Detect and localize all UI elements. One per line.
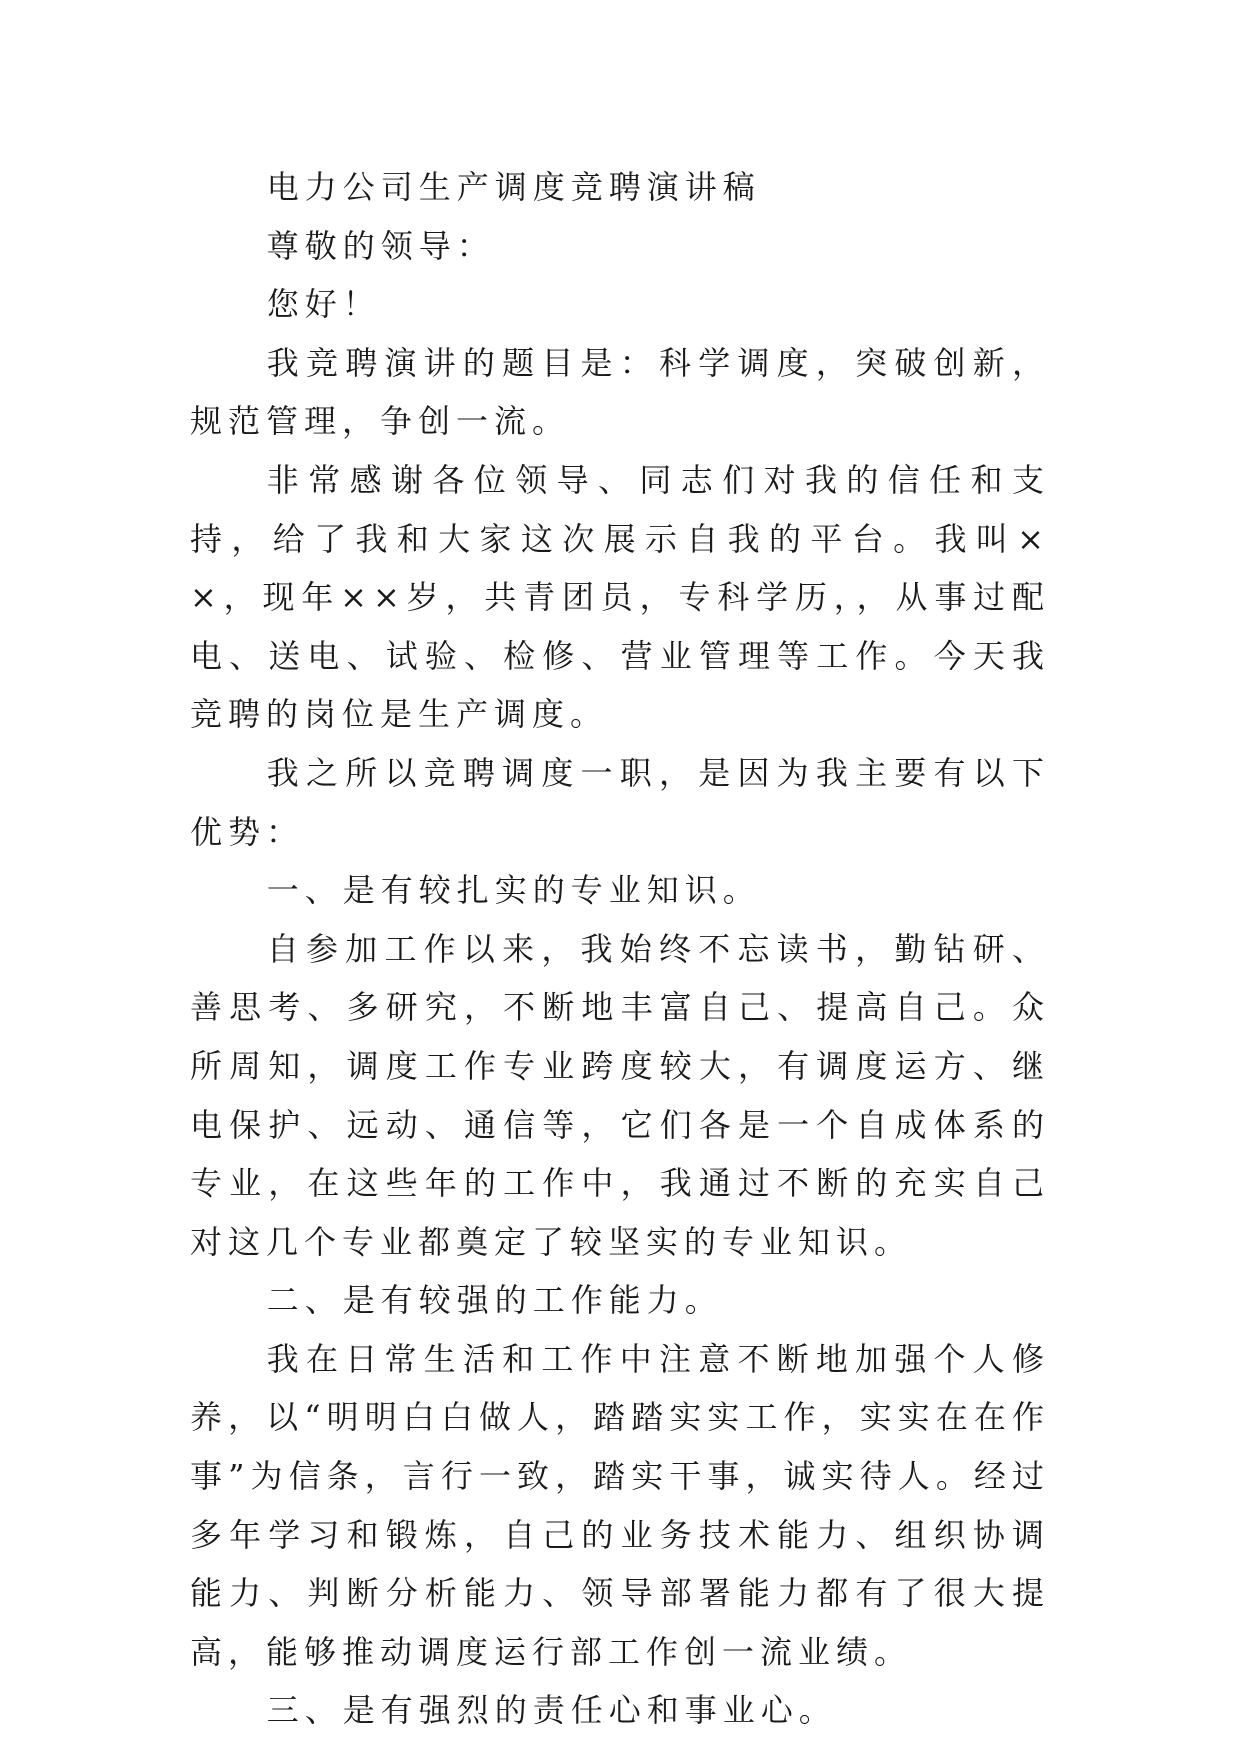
section-body-2: 我在日常生活和工作中注意不断地加强个人修养，以“明明白白做人，踏踏实实工作，实实在在作事”为信条，言行一致，踏实干事，诚实待人。经过多年学习和锻炼，自己的业务技术能力、组织协调能力、判断分析能力、领导部署能力都有了很大提高，能够推动调度运行部工作创一流业绩。 bbox=[190, 1339, 1050, 1671]
section-body-1: 自参加工作以来，我始终不忘读书，勤钻研、善思考、多研究，不断地丰富自己、提高自己。众所周知，调度工作专业跨度较大，有调度运方、继电保护、远动、通信等，它们各是一个自成体系的专业，在这些年的工作中，我通过不断的充实自己对这几个专业都奠定了较坚实的专业知识。 bbox=[190, 929, 1050, 1261]
section-heading-1: 一、是有较扎实的专业知识。 bbox=[266, 871, 761, 910]
document-title: 电力公司生产调度竞聘演讲稿 bbox=[266, 168, 761, 206]
speech-topic-paragraph: 我竞聘演讲的题目是：科学调度，突破创新，规范管理，争创一流。 bbox=[190, 343, 1050, 441]
self-introduction-paragraph: 非常感谢各位领导、同志们对我的信任和支持，给了我和大家这次展示自我的平台。我叫××，现年××岁，共青团员，专科学历，，从事过配电、送电、试验、检修、营业管理等工作。今天我竞聘的岗位是生产调度。 bbox=[190, 460, 1050, 734]
section-heading-2: 二、是有较强的工作能力。 bbox=[266, 1281, 723, 1320]
section-heading-3: 三、是有强烈的责任心和事业心。 bbox=[266, 1691, 837, 1730]
document-body bbox=[190, 158, 1050, 1740]
greeting: 您好！ bbox=[266, 285, 381, 324]
salutation: 尊敬的领导： bbox=[266, 226, 495, 265]
advantages-intro-paragraph: 我之所以竞聘调度一职，是因为我主要有以下优势： bbox=[190, 753, 1050, 851]
